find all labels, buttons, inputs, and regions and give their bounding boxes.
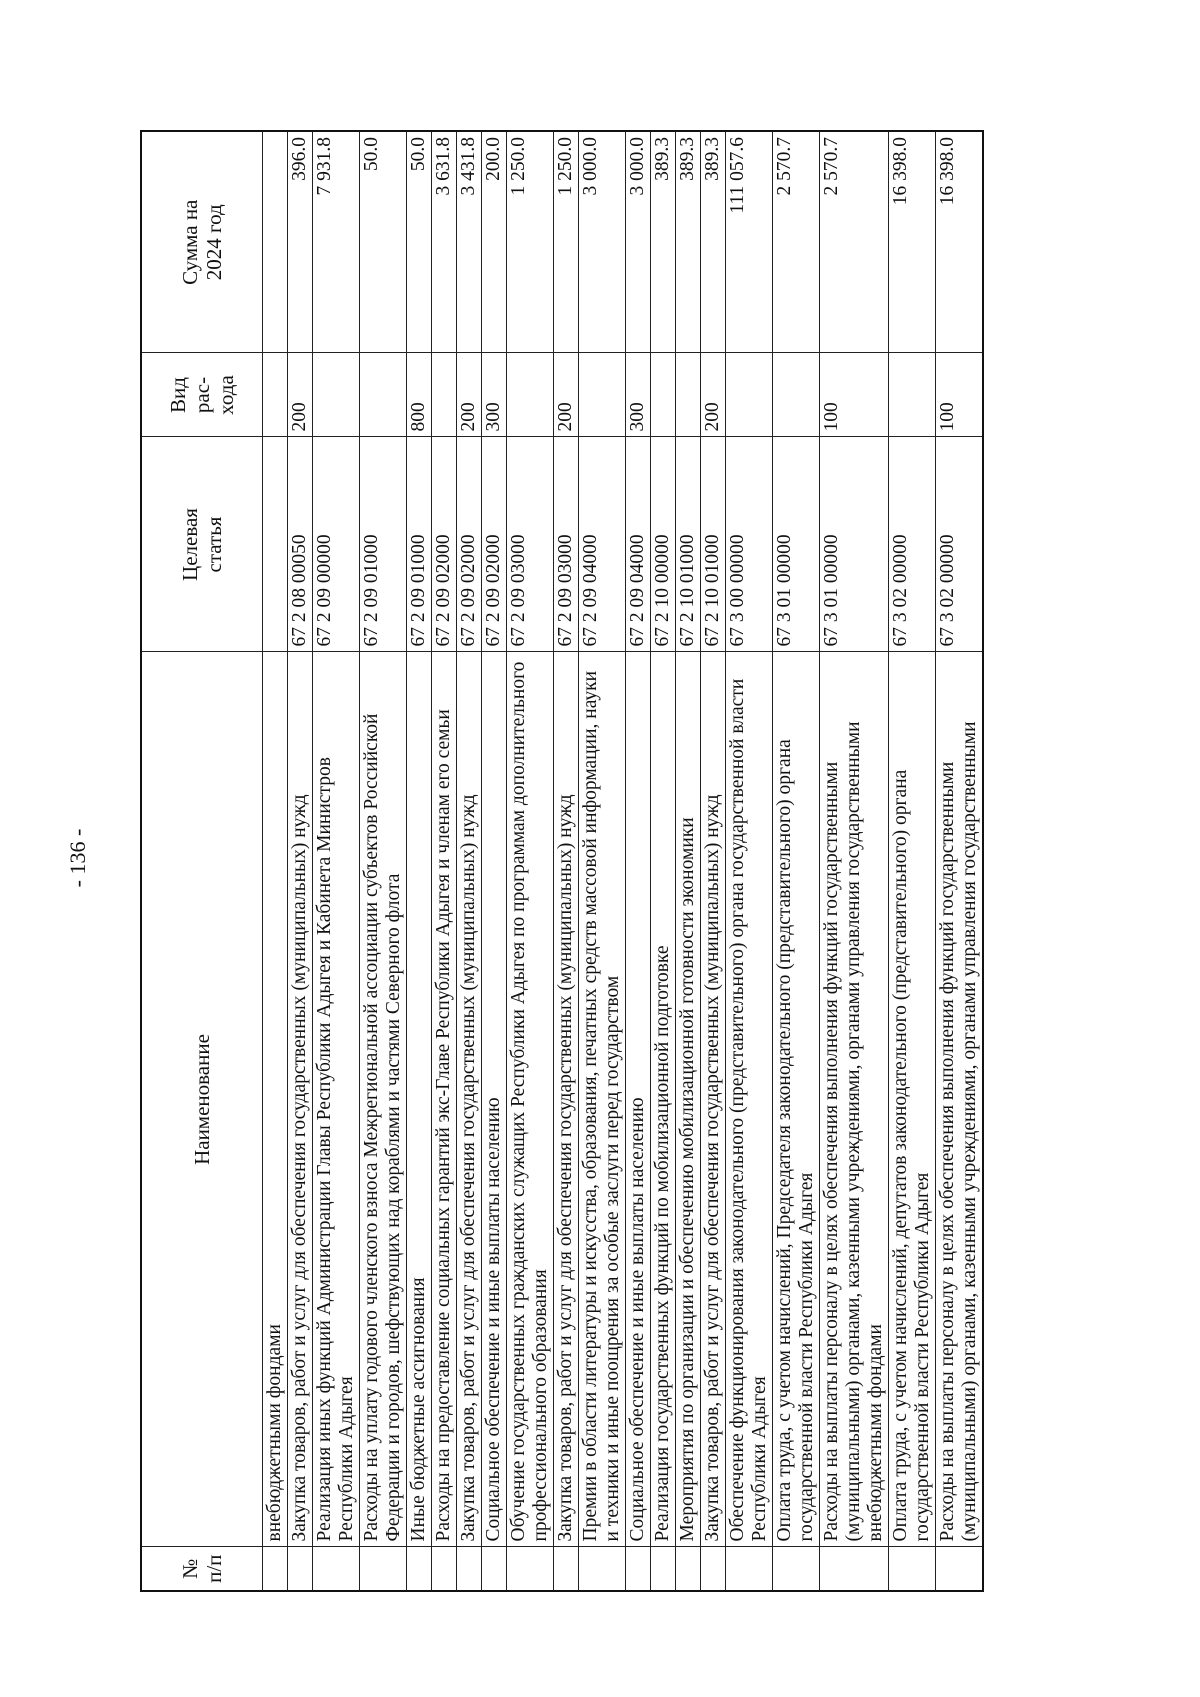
row-sum-cell: 389.3 (701, 131, 726, 353)
row-sum-cell: 1 250.0 (554, 131, 579, 353)
row-target-article-cell: 67 2 08 00050 (288, 437, 313, 652)
row-name-cell: Мероприятия по организации и обеспечению мобилизационной готовности экономики (676, 652, 701, 1547)
table-header-row (141, 131, 263, 1591)
row-target-article-cell: 67 2 09 03000 (507, 437, 554, 652)
row-num-cell (507, 1547, 554, 1591)
row-expense-kind-cell: 200 (701, 353, 726, 437)
table-row (626, 131, 651, 1591)
row-sum-cell: 111 057.6 (726, 131, 773, 353)
row-num-cell (651, 1547, 676, 1591)
row-sum-cell: 3 631.8 (432, 131, 457, 353)
table-row (407, 131, 432, 1591)
row-expense-kind-cell: 100 (936, 353, 984, 437)
row-name-cell: Закупка товаров, работ и услуг для обеспечения государственных (муниципальных) нужд (288, 652, 313, 1547)
table-row (820, 131, 889, 1591)
budget-table (140, 130, 984, 1592)
row-sum-cell: 2 570.7 (820, 131, 889, 353)
table-row (360, 131, 407, 1591)
row-sum-cell: 200.0 (482, 131, 507, 353)
row-num-cell (626, 1547, 651, 1591)
row-num-cell (554, 1547, 579, 1591)
row-target-article-cell: 67 2 10 00000 (651, 437, 676, 652)
page-number: - 136 - (65, 828, 90, 888)
row-sum-cell: 50.0 (360, 131, 407, 353)
row-target-article-cell: 67 3 00 00000 (726, 437, 773, 652)
row-target-article-cell: 67 2 09 01000 (407, 437, 432, 652)
table-row (701, 131, 726, 1591)
table-row (507, 131, 554, 1591)
row-name-cell: Закупка товаров, работ и услуг для обеспечения государственных (муниципальных) нужд (554, 652, 579, 1547)
row-expense-kind-cell: 100 (820, 353, 889, 437)
row-name-cell: Расходы на выплаты персоналу в целях обеспечения выполнения функций государственными (муниципальными) органами, казенными учреждениями, органами управления государственными (936, 652, 984, 1547)
row-sum-cell: 389.3 (651, 131, 676, 353)
row-expense-kind-cell (263, 353, 288, 437)
row-expense-kind-cell (726, 353, 773, 437)
row-num-cell (360, 1547, 407, 1591)
row-target-article-cell: 67 2 09 01000 (360, 437, 407, 652)
row-expense-kind-cell: 200 (554, 353, 579, 437)
table-body (263, 131, 984, 1591)
row-name-cell: Закупка товаров, работ и услуг для обеспечения государственных (муниципальных) нужд (457, 652, 482, 1547)
row-sum-cell: 16 398.0 (936, 131, 984, 353)
row-expense-kind-cell (432, 353, 457, 437)
row-num-cell (820, 1547, 889, 1591)
table-row (676, 131, 701, 1591)
row-name-cell: Социальное обеспечение и иные выплаты населению (626, 652, 651, 1547)
row-name-cell: Обучение государственных гражданских служащих Республики Адыгея по программам дополнительного профессионального образования (507, 652, 554, 1547)
row-expense-kind-cell (651, 353, 676, 437)
row-sum-cell (263, 131, 288, 353)
table-row (554, 131, 579, 1591)
row-expense-kind-cell: 300 (482, 353, 507, 437)
row-name-cell: внебюджетными фондами (263, 652, 288, 1547)
row-expense-kind-cell (676, 353, 701, 437)
row-name-cell: Обеспечение функционирования законодательного (представительного) органа государственной власти Республики Адыгея (726, 652, 773, 1547)
table-row (263, 131, 288, 1591)
row-num-cell (701, 1547, 726, 1591)
row-expense-kind-cell: 300 (626, 353, 651, 437)
row-num-cell (313, 1547, 360, 1591)
row-target-article-cell: 67 2 09 04000 (579, 437, 626, 652)
row-num-cell (726, 1547, 773, 1591)
rotated-table-container (140, 132, 1150, 1592)
row-expense-kind-cell (313, 353, 360, 437)
row-name-cell: Расходы на уплату годового членского взноса Межрегиональной ассоциации субъектов Российской Федерации и городов, шефствующих над кораблями и частями Северного флота (360, 652, 407, 1547)
row-name-cell: Реализация иных функций Администрации Главы Республики Адыгея и Кабинета Министров Республики Адыгея (313, 652, 360, 1547)
row-num-cell (288, 1547, 313, 1591)
row-target-article-cell: 67 2 10 01000 (676, 437, 701, 652)
row-name-cell: Расходы на выплаты персоналу в целях обеспечения выполнения функций государственными (муниципальными) органами, казенными учреждениями, органами управления государственными внебюджетными фондами (820, 652, 889, 1547)
row-num-cell (482, 1547, 507, 1591)
row-num-cell (579, 1547, 626, 1591)
table-row (773, 131, 820, 1591)
table-row (482, 131, 507, 1591)
row-target-article-cell: 67 3 01 00000 (773, 437, 820, 652)
table-row (889, 131, 936, 1591)
header-num: № п/п (141, 1547, 263, 1591)
header-expense-kind: Вид рас- хода (141, 353, 263, 437)
row-expense-kind-cell: 200 (288, 353, 313, 437)
row-target-article-cell: 67 3 02 00000 (889, 437, 936, 652)
row-name-cell: Оплата труда, с учетом начислений, депутатов законодательного (представительного) органа государственной власти Республики Адыгея (889, 652, 936, 1547)
table-row (651, 131, 676, 1591)
row-sum-cell: 1 250.0 (507, 131, 554, 353)
row-sum-cell: 7 931.8 (313, 131, 360, 353)
table-row (432, 131, 457, 1591)
row-name-cell: Социальное обеспечение и иные выплаты населению (482, 652, 507, 1547)
row-num-cell (263, 1547, 288, 1591)
row-target-article-cell: 67 2 09 04000 (626, 437, 651, 652)
header-target-article: Целевая статья (141, 437, 263, 652)
row-target-article-cell: 67 3 01 00000 (820, 437, 889, 652)
row-name-cell: Закупка товаров, работ и услуг для обеспечения государственных (муниципальных) нужд (701, 652, 726, 1547)
table-row (936, 131, 984, 1591)
row-target-article-cell: 67 3 02 00000 (936, 437, 984, 652)
row-expense-kind-cell (773, 353, 820, 437)
row-sum-cell: 3 431.8 (457, 131, 482, 353)
row-name-cell: Премии в области литературы и искусства, образования, печатных средств массовой информации, науки и техники и иные поощрения за особые заслуги перед государством (579, 652, 626, 1547)
row-num-cell (889, 1547, 936, 1591)
row-num-cell (407, 1547, 432, 1591)
table-row (457, 131, 482, 1591)
row-num-cell (936, 1547, 984, 1591)
row-name-cell: Реализация государственных функций по мобилизационной подготовке (651, 652, 676, 1547)
row-expense-kind-cell: 200 (457, 353, 482, 437)
row-num-cell (457, 1547, 482, 1591)
row-target-article-cell (263, 437, 288, 652)
row-target-article-cell: 67 2 09 02000 (432, 437, 457, 652)
table-row (313, 131, 360, 1591)
row-target-article-cell: 67 2 09 03000 (554, 437, 579, 652)
table-row (579, 131, 626, 1591)
row-target-article-cell: 67 2 09 02000 (457, 437, 482, 652)
row-sum-cell: 389.3 (676, 131, 701, 353)
table-row (288, 131, 313, 1591)
row-name-cell: Оплата труда, с учетом начислений, Председателя законодательного (представительного) органа государственной власти Республики Адыгея (773, 652, 820, 1547)
row-target-article-cell: 67 2 09 02000 (482, 437, 507, 652)
row-sum-cell: 3 000.0 (579, 131, 626, 353)
header-name: Наименование (141, 652, 263, 1547)
row-expense-kind-cell: 800 (407, 353, 432, 437)
row-target-article-cell: 67 2 10 01000 (701, 437, 726, 652)
row-expense-kind-cell (889, 353, 936, 437)
row-expense-kind-cell (507, 353, 554, 437)
table-row (726, 131, 773, 1591)
row-num-cell (432, 1547, 457, 1591)
header-sum-2024: Сумма на 2024 год (141, 131, 263, 353)
row-num-cell (773, 1547, 820, 1591)
row-name-cell: Иные бюджетные ассигнования (407, 652, 432, 1547)
row-name-cell: Расходы на предоставление социальных гарантий экс-Главе Республики Адыгея и членам его семьи (432, 652, 457, 1547)
row-sum-cell: 396.0 (288, 131, 313, 353)
row-sum-cell: 50.0 (407, 131, 432, 353)
row-sum-cell: 2 570.7 (773, 131, 820, 353)
row-target-article-cell: 67 2 09 00000 (313, 437, 360, 652)
row-expense-kind-cell (579, 353, 626, 437)
row-expense-kind-cell (360, 353, 407, 437)
row-sum-cell: 16 398.0 (889, 131, 936, 353)
row-sum-cell: 3 000.0 (626, 131, 651, 353)
row-num-cell (676, 1547, 701, 1591)
